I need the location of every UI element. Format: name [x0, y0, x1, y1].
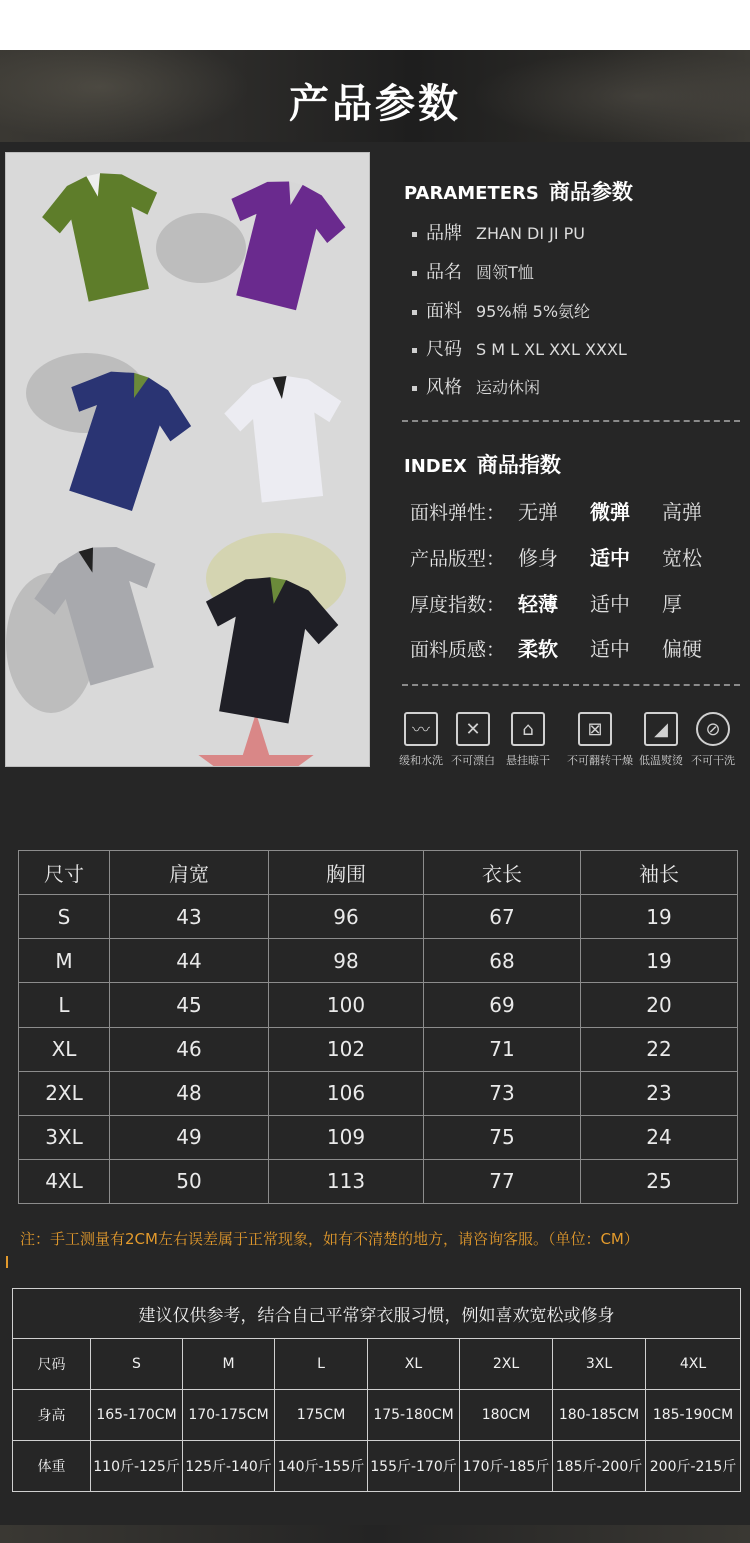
table-row: L 45 100 69 20	[19, 983, 738, 1027]
table-row: 3XL 49 109 75 24	[19, 1115, 738, 1159]
table-row: 4XL 50 113 77 25	[19, 1159, 738, 1203]
low-iron-icon: ◢	[644, 712, 678, 746]
wash-30-icon: 〰	[404, 712, 438, 746]
table-row: M 44 98 68 19	[19, 939, 738, 983]
divider	[402, 420, 740, 422]
param-name: 品名 圆领T恤	[412, 258, 534, 284]
shirt-white	[216, 363, 356, 513]
no-bleach-icon: ✕	[456, 712, 490, 746]
shirt-grey	[24, 538, 184, 688]
shirt-purple	[211, 173, 351, 313]
index-fit: 产品版型： 修身 适中 宽松	[410, 546, 702, 570]
product-image	[5, 152, 370, 767]
note-marker	[6, 1256, 8, 1268]
no-dry-clean-icon: ⊘	[696, 712, 730, 746]
page-title: 产品参数	[289, 81, 461, 127]
param-sizes: 尺码 S M L XL XXL XXXL	[412, 335, 627, 361]
table-row: 尺码 S M L XL 2XL 3XL 4XL	[13, 1339, 741, 1390]
parameters-heading: PARAMETERS 商品参数	[404, 180, 633, 204]
suggestion-title: 建议仅供参考，结合自己平常穿衣服习惯，例如喜欢宽松或修身	[13, 1289, 741, 1339]
table-row: 体重 110斤-125斤 125斤-140斤 140斤-155斤 155斤-170斤 170斤-185斤 185斤-200斤 200斤-215斤	[13, 1441, 741, 1492]
care-tumble: ⊠ 不可翻转干燥	[567, 712, 623, 768]
size-table	[18, 850, 738, 1204]
table-row: 2XL 48 106 73 23	[19, 1071, 738, 1115]
table-header-row: 尺寸 肩宽 胸围 衣长 袖长	[19, 851, 738, 895]
shirt-navy	[46, 363, 196, 513]
shirt-black	[186, 568, 346, 728]
care-bleach: ✕ 不可漂白	[445, 712, 501, 768]
hang-dry-icon: ⌂	[511, 712, 545, 746]
index-thickness: 厚度指数： 轻薄 适中 厚	[410, 592, 682, 616]
param-fabric: 面料 95%棉 5%氨纶	[412, 297, 590, 323]
table-row: S 43 96 67 19	[19, 895, 738, 939]
index-heading: INDEX 商品指数	[404, 453, 561, 477]
top-margin	[0, 0, 750, 50]
param-style: 风格 运动休闲	[412, 373, 540, 399]
table-row: 身高 165-170CM 170-175CM 175CM 175-180CM 180CM 180-185CM 185-190CM	[13, 1390, 741, 1441]
divider	[402, 684, 740, 686]
care-hang: ⌂ 悬挂晾干	[500, 712, 556, 768]
no-tumble-dry-icon: ⊠	[578, 712, 612, 746]
measurement-note: 注：手工测量有2CM左右误差属于正常现象，如有不清楚的地方，请咨询客服。（单位：CM）	[20, 1230, 639, 1248]
index-texture: 面料质感： 柔软 适中 偏硬	[410, 637, 702, 661]
shirt-green	[36, 165, 176, 305]
size-suggestion-table	[12, 1288, 741, 1492]
care-dryclean: ⊘ 不可干洗	[685, 712, 741, 768]
care-wash: 〰 缓和水洗	[393, 712, 449, 768]
footer-strip	[0, 1525, 750, 1543]
param-brand: 品牌 ZHAN DI JI PU	[412, 219, 585, 245]
table-row: XL 46 102 71 22	[19, 1027, 738, 1071]
care-iron: ◢ 低温熨烫	[633, 712, 689, 768]
index-elasticity: 面料弹性： 无弹 微弹 高弹	[410, 500, 702, 524]
